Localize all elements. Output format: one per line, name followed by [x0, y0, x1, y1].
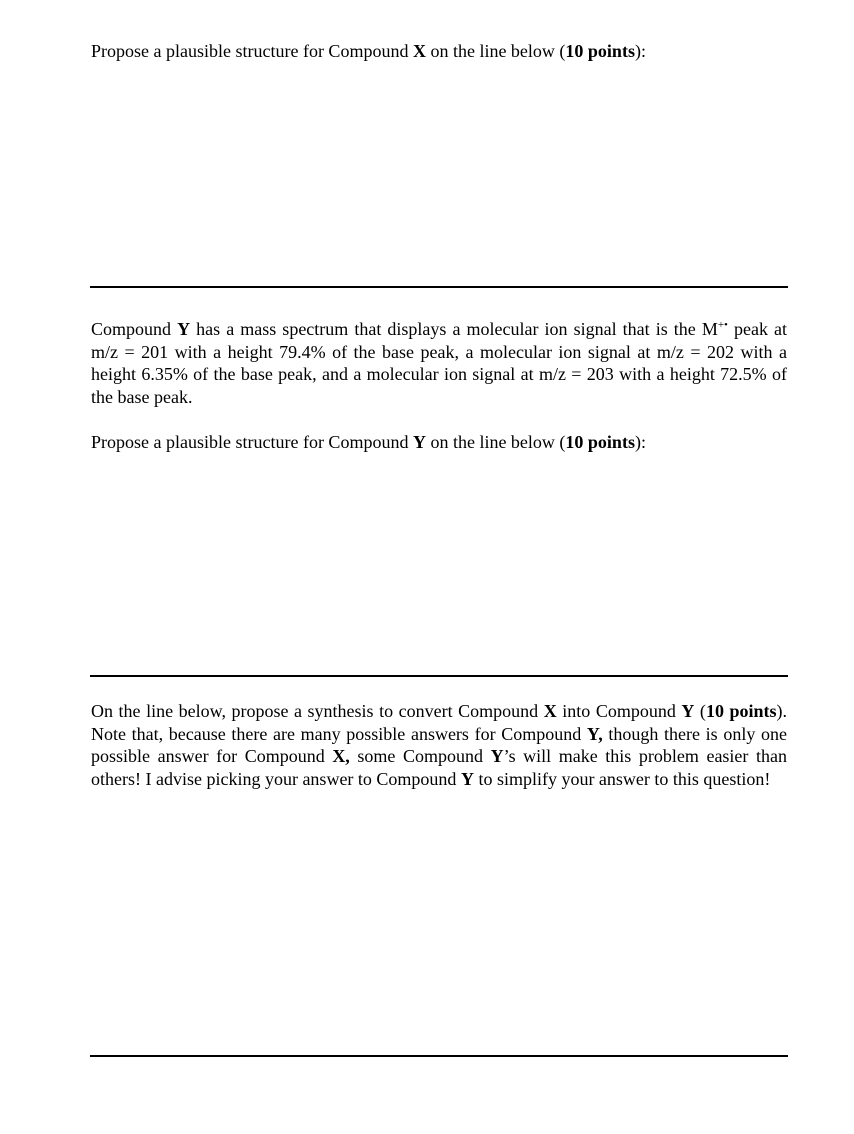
synthesis-text: (: [694, 701, 706, 721]
question-y-intro: [91, 318, 787, 408]
question-y-text: [91, 431, 787, 454]
compound-y-label: Y: [681, 701, 695, 721]
compound-y-label: Y: [490, 746, 504, 766]
synthesis-text: ). Note that, because there are many possible answers for Compound: [91, 701, 788, 744]
answer-line-synthesis: [90, 1055, 788, 1057]
prompt-text: on the line below (: [425, 41, 566, 61]
synthesis-text: into Compound: [556, 701, 682, 721]
compound-y-label: Y: [460, 768, 474, 789]
prompt-text: ):: [634, 41, 646, 61]
mass-spectrum-paragraph: [91, 318, 787, 408]
synthesis-text: to simplify your answer to this question!: [473, 768, 771, 789]
synthesis-text: On the line below, propose a synthesis to convert Compound: [91, 701, 544, 721]
prompt-text: Propose a plausible structure for Compound: [91, 432, 413, 452]
radical-cation-superscript: +•: [717, 319, 728, 331]
compound-y-label: Y: [177, 319, 191, 339]
compound-y-label: Y,: [586, 723, 603, 744]
compound-x-label: X,: [332, 746, 350, 766]
prompt-text: on the line below (: [425, 432, 566, 452]
synthesis-text: ’s will make this problem easier than others! I advise picking your answer to Compound: [91, 746, 787, 789]
points-label: 10 points: [705, 701, 777, 721]
answer-line-x: [90, 286, 788, 288]
intro-text: has a mass spectrum that displays a molecular ion signal that is the M: [190, 319, 718, 339]
question-x-text: [91, 40, 787, 63]
compound-x-label: X: [412, 41, 426, 61]
question-x-prompt: [91, 40, 787, 63]
points-label: 10 points: [565, 41, 635, 61]
prompt-text: ):: [634, 432, 646, 452]
points-label: 10 points: [565, 432, 635, 452]
synthesis-text: though there is only one possible answer for Compound: [91, 723, 787, 766]
compound-y-label: Y: [412, 432, 426, 452]
intro-text: peak at m/z = 201 with a height 79.4% of the base peak, a molecular ion signal at m/z = 202 with a height 6.35% of the base peak, and a molecular ion signal at m/z = 203 with a height 72.5% of the base peak.: [91, 319, 787, 407]
synthesis-paragraph: [91, 700, 787, 790]
answer-line-y: [90, 675, 788, 677]
compound-x-label: X: [543, 701, 557, 721]
question-synthesis: [91, 700, 787, 790]
question-y-prompt: [91, 431, 787, 454]
prompt-text: Propose a plausible structure for Compound: [91, 41, 413, 61]
intro-text: Compound: [91, 319, 178, 339]
synthesis-text: some Compound: [349, 746, 491, 766]
